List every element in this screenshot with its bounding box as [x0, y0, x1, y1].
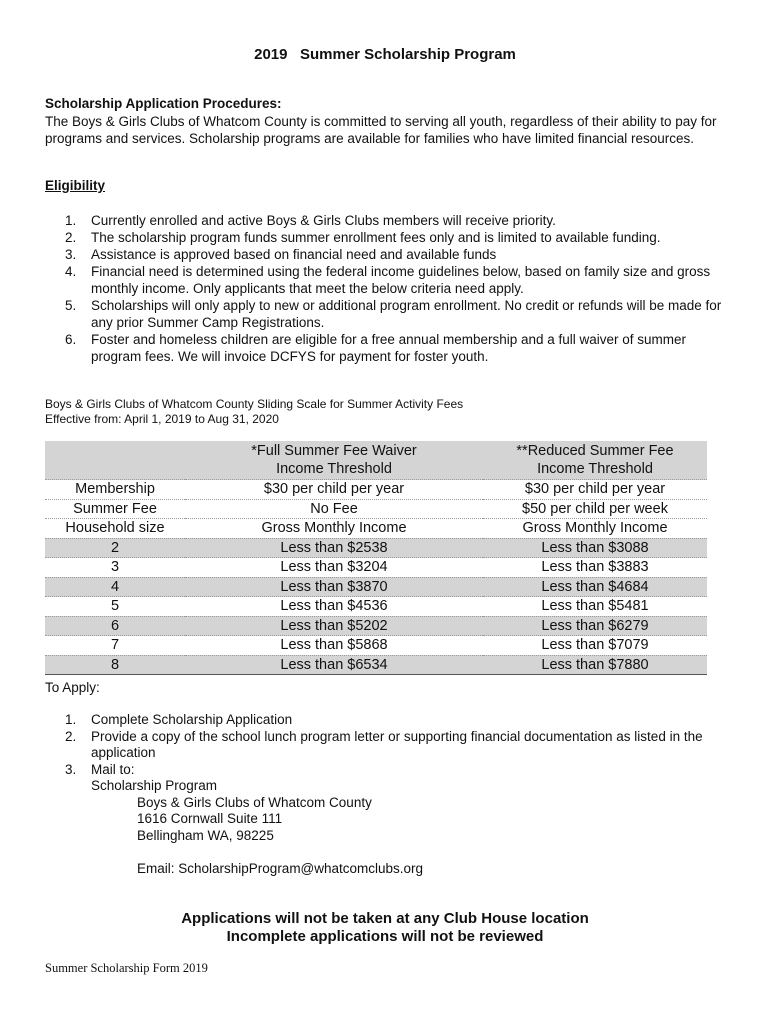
list-text: Foster and homeless children are eligible for a free annual membership and a full waiver of summer program fees. We will invoice DCFYS for payment for foster youth. — [91, 332, 687, 364]
table-cell: Less than $3204 — [185, 558, 483, 578]
eligibility-item — [65, 246, 730, 263]
table-header-cell — [483, 441, 707, 480]
table-header-cell — [45, 441, 185, 480]
list-number: 1. — [65, 213, 77, 228]
list-number: 5. — [65, 298, 77, 313]
table-cell: 4 — [45, 577, 185, 597]
header-line: *Full Summer Fee Waiver — [251, 443, 417, 459]
table-cell: Less than $5868 — [185, 636, 483, 656]
table-cell: Less than $3870 — [185, 577, 483, 597]
table-row — [45, 499, 707, 519]
eligibility-item — [65, 263, 730, 297]
list-number: 1. — [65, 712, 77, 727]
table-cell: Less than $7079 — [483, 636, 707, 656]
table-header-row — [45, 441, 707, 480]
table-cell: 6 — [45, 616, 185, 636]
table-cell: Less than $4536 — [185, 597, 483, 617]
list-text: The scholarship program funds summer enrollment fees only and is limited to available funding. — [91, 230, 661, 245]
header-line: Income Threshold — [276, 461, 392, 477]
list-text: Assistance is approved based on financial need and available funds — [91, 247, 497, 262]
table-cell: Summer Fee — [45, 499, 185, 519]
procedures-intro: The Boys & Girls Clubs of Whatcom County is committed to serving all youth, regardless of their ability to pay for programs and services. Scholarship programs are available for families who have limited financial resources. — [45, 114, 717, 146]
apply-list — [65, 712, 730, 878]
page-title: 2019 Summer Scholarship Program — [254, 46, 516, 63]
apply-item — [65, 712, 730, 729]
scale-title: Boys & Girls Clubs of Whatcom County Sliding Scale for Summer Activity Fees — [45, 397, 464, 411]
table-row — [45, 558, 707, 578]
table-cell: $30 per child per year — [483, 480, 707, 500]
mail-org: Boys & Girls Clubs of Whatcom County — [137, 794, 372, 810]
apply-item — [65, 762, 730, 878]
list-number: 4. — [65, 264, 77, 279]
eligibility-item — [65, 297, 730, 331]
table-cell: Less than $7880 — [483, 655, 707, 675]
table-cell: Less than $3883 — [483, 558, 707, 578]
table-cell: Gross Monthly Income — [185, 519, 483, 539]
list-text: Scholarships will only apply to new or additional program enrollment. No credit or refunds will be made for any prior Summer Camp Registrations. — [91, 298, 722, 330]
mail-street: 1616 Cornwall Suite 111 — [137, 811, 283, 826]
eligibility-item — [65, 331, 730, 365]
table-row — [45, 480, 707, 500]
table-cell: 5 — [45, 597, 185, 617]
table-row — [45, 616, 707, 636]
table-cell: 2 — [45, 538, 185, 558]
table-row — [45, 655, 707, 675]
list-text: Complete Scholarship Application — [91, 712, 293, 727]
table-row — [45, 519, 707, 539]
table-cell: 8 — [45, 655, 185, 675]
eligibility-item — [65, 229, 730, 246]
table-cell: Gross Monthly Income — [483, 519, 707, 539]
list-text: Mail to: — [91, 761, 135, 777]
mail-city: Bellingham WA, 98225 — [137, 827, 274, 843]
list-number: 3. — [65, 761, 77, 777]
table-row — [45, 597, 707, 617]
contact-email: Email: ScholarshipProgram@whatcomclubs.org — [137, 861, 424, 876]
eligibility-item — [65, 212, 730, 229]
table-header-cell — [185, 441, 483, 480]
table-cell: 7 — [45, 636, 185, 656]
table-cell: Less than $6279 — [483, 616, 707, 636]
eligibility-heading: Eligibility — [45, 178, 106, 193]
closing-line: Applications will not be taken at any Club House location — [181, 910, 589, 927]
list-text: Currently enrolled and active Boys & Girls Clubs members will receive priority. — [91, 213, 556, 228]
table-cell: Less than $2538 — [185, 538, 483, 558]
procedures-heading: Scholarship Application Procedures: — [45, 96, 282, 111]
closing-notice — [0, 910, 770, 946]
table-cell: Less than $5481 — [483, 597, 707, 617]
list-number: 2. — [65, 230, 77, 245]
mail-recipient: Scholarship Program — [91, 778, 218, 793]
scale-effective-dates: Effective from: April 1, 2019 to Aug 31, 2020 — [45, 412, 279, 426]
fee-scale-table — [45, 441, 707, 675]
closing-line: Incomplete applications will not be reviewed — [226, 928, 544, 945]
list-number: 2. — [65, 728, 77, 744]
eligibility-list — [65, 212, 730, 365]
table-cell: $50 per child per week — [483, 499, 707, 519]
page-footer: Summer Scholarship Form 2019 — [45, 961, 208, 975]
list-number: 6. — [65, 332, 77, 347]
apply-item — [65, 729, 730, 762]
table-cell: $30 per child per year — [185, 480, 483, 500]
table-row — [45, 538, 707, 558]
list-text: Financial need is determined using the federal income guidelines below, based on family size and gross monthly income. Only applicants that meet the below criteria need apply. — [91, 264, 711, 296]
table-cell: Less than $3088 — [483, 538, 707, 558]
table-cell: Less than $4684 — [483, 577, 707, 597]
table-cell: 3 — [45, 558, 185, 578]
table-cell: No Fee — [185, 499, 483, 519]
table-cell: Less than $6534 — [185, 655, 483, 675]
list-text: Provide a copy of the school lunch program letter or supporting financial documentation as listed in the application — [91, 728, 703, 760]
table-cell: Household size — [45, 519, 185, 539]
list-number: 3. — [65, 247, 77, 262]
table-row — [45, 636, 707, 656]
apply-heading: To Apply: — [45, 680, 100, 695]
table-cell: Less than $5202 — [185, 616, 483, 636]
table-cell: Membership — [45, 480, 185, 500]
table-row — [45, 577, 707, 597]
header-line: **Reduced Summer Fee — [516, 443, 674, 459]
header-line: Income Threshold — [537, 461, 653, 477]
